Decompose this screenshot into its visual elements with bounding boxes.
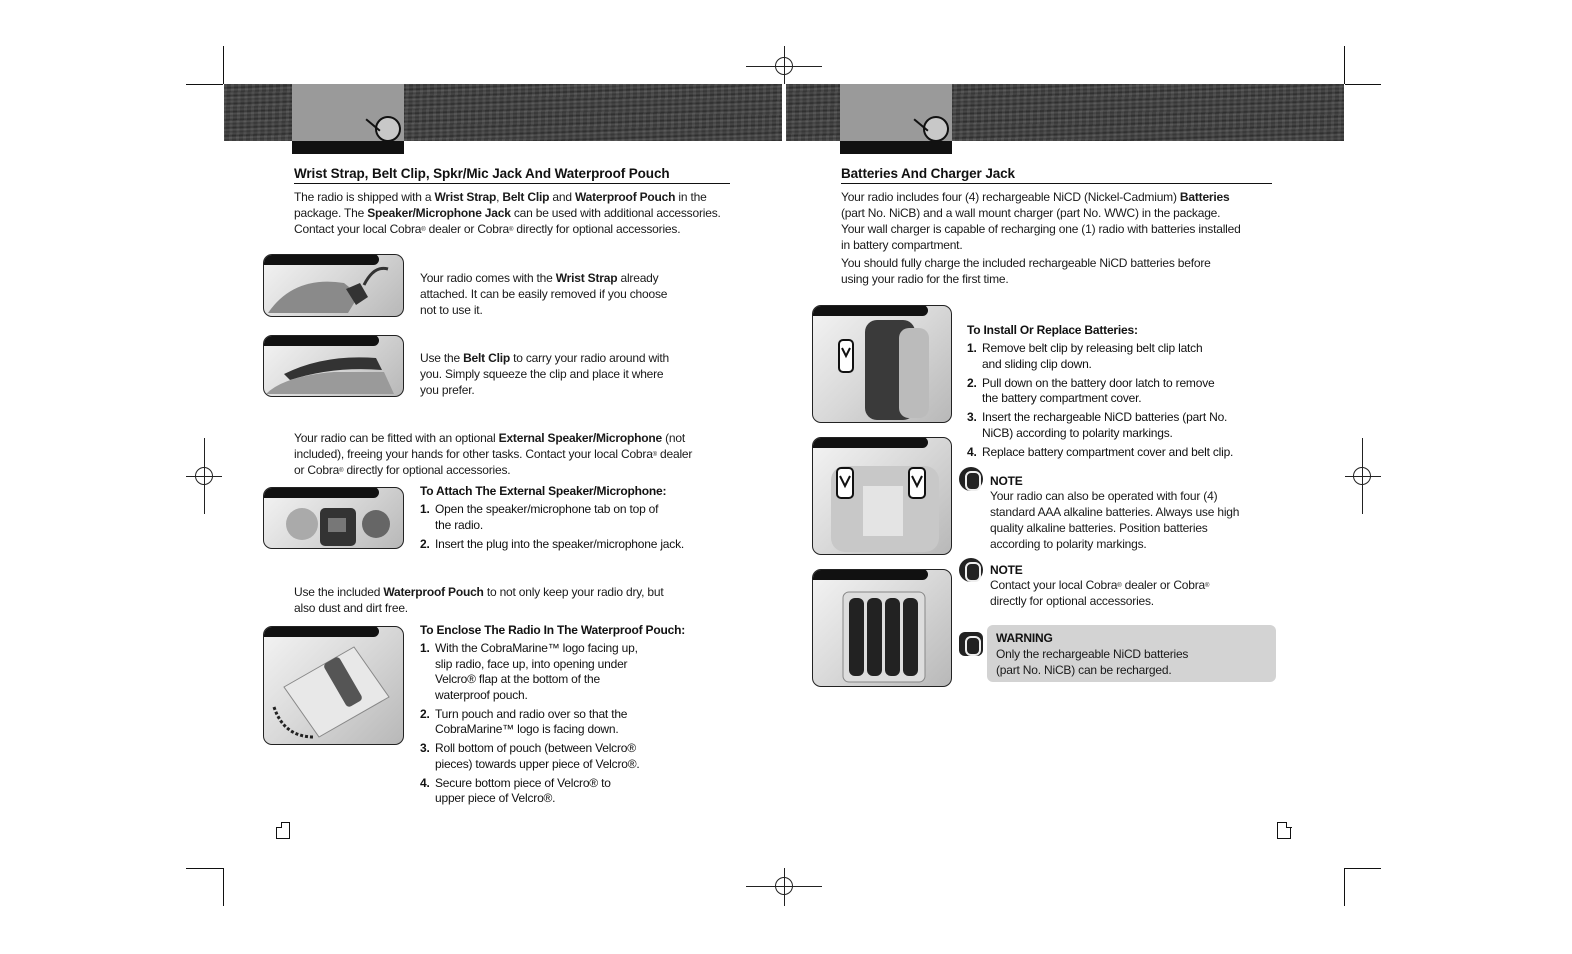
list-item: 4. Replace battery compartment cover and belt clip. — [967, 444, 1234, 459]
crop-mark — [223, 868, 224, 906]
list-item: 3. Insert the rechargeable NiCD batteries (part No. NiCB) according to polarity markings. — [967, 410, 1228, 440]
waterproof-pouch-photo — [263, 626, 404, 745]
wrist-strap-photo — [263, 254, 404, 317]
list-item: 1. With the CobraMarine™ logo facing up, slip radio, face up, into opening under Velcro® flap at the bottom of the waterproof pouch. — [420, 641, 638, 702]
pouch-intro: Use the included Waterproof Pouch to not only keep your radio dry, but also dust and dirt free. — [294, 585, 664, 615]
right-page-title: Batteries And Charger Jack — [841, 166, 1272, 184]
crop-mark — [186, 868, 223, 869]
left-intro: The radio is shipped with a Wrist Strap, Belt Clip and Waterproof Pouch in the package. The Speaker/Microphone Jack can be used with additional accessories. Contact your local Cobra® dealer or Cobra® directly for optional accessories. — [294, 190, 721, 236]
list-item: 2. Turn pouch and radio over so that the CobraMarine™ logo is facing down. — [420, 706, 628, 736]
speaker-jack-photo — [263, 487, 404, 549]
list-item: 3. Roll bottom of pouch (between Velcro® pieces) towards upper piece of Velcro®. — [420, 741, 640, 771]
note2-label: NOTE — [990, 563, 1023, 577]
note1-label: NOTE — [990, 474, 1023, 488]
section-tab-left — [292, 84, 404, 154]
install-heading: To Install Or Replace Batteries: — [967, 323, 1138, 337]
page-right-icon — [1277, 822, 1291, 839]
list-item: 2. Insert the plug into the speaker/microphone jack. — [420, 536, 685, 551]
list-item: 1. Open the speaker/microphone tab on top of the radio. — [420, 502, 659, 532]
crop-mark — [223, 46, 224, 84]
pouch-steps — [420, 641, 650, 810]
battery-latch-photo — [812, 305, 952, 423]
belt-clip-photo — [263, 335, 404, 397]
pouch-heading: To Enclose The Radio In The Waterproof Pouch: — [420, 623, 686, 637]
left-page-title: Wrist Strap, Belt Clip, Spkr/Mic Jack And Waterproof Pouch — [294, 166, 730, 184]
warning-icon — [959, 632, 983, 656]
section-tab-right — [840, 84, 952, 154]
crop-mark — [186, 84, 223, 85]
battery-door-photo — [812, 437, 952, 555]
speaker-heading: To Attach The External Speaker/Microphone: — [420, 484, 667, 498]
warning-text: Only the rechargeable NiCD batteries (part No. NiCB) can be recharged. — [996, 647, 1189, 677]
note2-text: Contact your local Cobra® dealer or Cobra® directly for optional accessories. — [990, 578, 1210, 608]
crop-mark — [1345, 84, 1381, 85]
list-item: 1. Remove belt clip by releasing belt clip latch and sliding clip down. — [967, 341, 1203, 371]
right-intro: Your radio includes four (4) rechargeable NiCD (Nickel-Cadmium) Batteries (part No. NiCB) and a wall mount charger (part No. WWC) in the package. Your wall charger is capable of recharging one (1) radio with batteries installed in battery compartment. — [841, 190, 1241, 252]
note1-text: Your radio can also be operated with four (4) standard AAA alkaline batteries. Always use high quality alkaline batteries. Position batteries according to polarity markings. — [990, 489, 1240, 551]
speaker-steps — [420, 502, 710, 556]
battery-compartment-photo — [812, 569, 952, 687]
install-steps — [967, 341, 1257, 464]
list-item: 4. Secure bottom piece of Velcro® to upper piece of Velcro®. — [420, 775, 611, 805]
belt-clip-text: Use the Belt Clip to carry your radio around with you. Simply squeeze the clip and place it where you prefer. — [420, 351, 669, 397]
crop-mark — [1345, 868, 1381, 869]
note-icon — [959, 467, 983, 491]
speaker-intro: Your radio can be fitted with an optional External Speaker/Microphone (not included), freeing your hands for other tasks. Contact your local Cobra® dealer or Cobra® directly for optional accessories. — [294, 431, 693, 477]
warning-label: WARNING — [996, 631, 1053, 645]
page-left-icon — [276, 822, 290, 839]
crop-mark — [1344, 46, 1345, 84]
note-icon — [959, 558, 983, 582]
crop-mark — [1344, 868, 1345, 906]
list-item: 2. Pull down on the battery door latch to remove the battery compartment cover. — [967, 375, 1215, 405]
wrist-strap-text: Your radio comes with the Wrist Strap already attached. It can be easily removed if you choose not to use it. — [420, 271, 668, 317]
right-intro-2: You should fully charge the included rechargeable NiCD batteries before using your radio for the first time. — [841, 256, 1211, 286]
